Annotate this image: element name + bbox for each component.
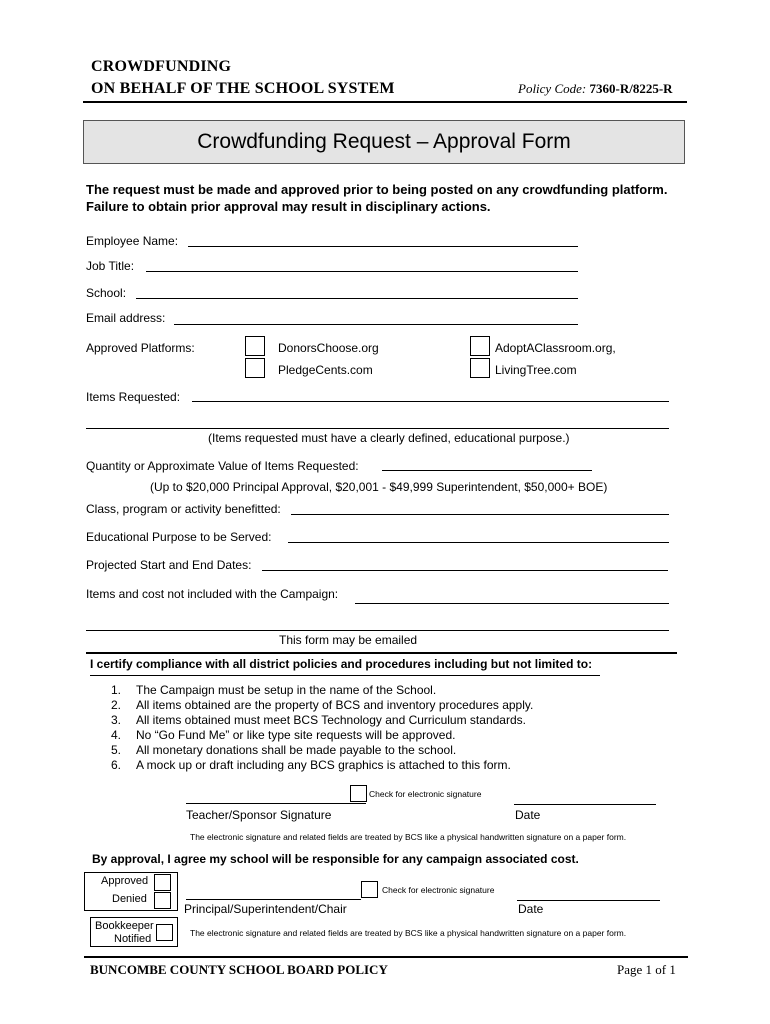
dates-label: Projected Start and End Dates: [86,558,252,572]
teacher-esignature-label: Check for electronic signature [369,789,482,799]
policy-code [518,81,673,97]
signature-disclaimer-1: The electronic signature and related fields are treated by BCS like a physical handwritten signature on a paper form. [190,832,627,842]
certify-underline [90,675,600,676]
donorschoose-checkbox[interactable] [245,336,265,356]
principal-esignature-label: Check for electronic signature [382,885,495,895]
section-divider [86,652,677,654]
list-item: 4. No “Go Fund Me” or like type site requests will be approved. [111,728,456,742]
platform-option-donorschoose: DonorsChoose.org [278,341,379,355]
list-item: 2. All items obtained are the property of BCS and inventory procedures apply. [111,698,534,712]
not-included-label: Items and cost not included with the Campaign: [86,587,339,601]
policy-code-value: 7360-R/8225-R [589,81,673,96]
not-included-field[interactable] [355,603,669,604]
teacher-signature-field[interactable] [186,803,366,804]
quantity-field[interactable] [382,470,592,471]
items-requested-label: Items Requested: [86,390,181,404]
intro-text: The request must be made and approved prior to being posted on any crowdfunding platform. Failure to obtain prior approval may result in disciplinary actions. [86,182,668,214]
principal-signature-label: Principal/Superintendent/Chair [184,902,347,916]
policy-code-label: Policy Code: [518,81,587,96]
list-item: 1. The Campaign must be setup in the name of the School. [111,683,437,697]
teacher-date-field[interactable] [514,804,656,805]
job-title-label: Job Title: [86,259,135,273]
educational-purpose-field[interactable] [288,542,669,543]
denied-label: Denied [112,893,147,905]
certify-list [111,683,533,773]
pledgecents-checkbox[interactable] [245,358,265,378]
approval-statement: By approval, I agree my school will be responsible for any campaign associated cost. [92,852,579,866]
quantity-label: Quantity or Approximate Value of Items Requested: [86,459,359,473]
teacher-signature-label: Teacher/Sponsor Signature [186,808,332,822]
form-title: Crowdfunding Request – Approval Form [83,120,685,164]
not-included-field-2[interactable] [86,630,669,631]
header-rule [83,101,687,103]
employee-name-label: Employee Name: [86,234,179,248]
bookkeeper-label: Bookkeeper [95,920,154,932]
platforms-label: Approved Platforms: [86,341,195,355]
items-requested-field-2[interactable] [86,428,669,429]
certify-heading: I certify compliance with all district policies and procedures including but not limited to: [90,657,593,671]
teacher-date-label: Date [515,808,541,822]
notified-checkbox[interactable] [156,924,173,941]
footer-rule [84,956,688,958]
teacher-esignature-checkbox[interactable] [350,785,367,802]
email-note: This form may be emailed [279,633,418,647]
header-line-1: CROWDFUNDING [91,58,232,75]
approved-checkbox[interactable] [154,874,171,891]
adoptaclassroom-checkbox[interactable] [470,336,490,356]
denied-checkbox[interactable] [154,892,171,909]
notified-label: Notified [114,933,152,945]
principal-signature-field[interactable] [186,899,361,900]
school-label: School: [86,286,127,300]
footer-page: Page 1 of 1 [617,962,676,977]
principal-esignature-checkbox[interactable] [361,881,378,898]
list-item: 3. All items obtained must meet BCS Technology and Curriculum standards. [111,713,526,727]
email-label: Email address: [86,311,166,325]
signature-disclaimer-2: The electronic signature and related fields are treated by BCS like a physical handwritten signature on a paper form. [190,928,627,938]
job-title-field[interactable] [146,271,578,272]
list-item: 5. All monetary donations shall be made payable to the school. [111,743,457,757]
items-note: (Items requested must have a clearly defined, educational purpose.) [208,431,570,445]
list-item: 6. A mock up or draft including any BCS graphics is attached to this form. [111,758,511,772]
platform-option-adoptaclassroom: AdoptAClassroom.org, [495,341,616,355]
school-field[interactable] [136,298,578,299]
email-field[interactable] [174,324,578,325]
approved-label: Approved [101,875,149,887]
educational-purpose-label: Educational Purpose to be Served: [86,530,272,544]
header-line-2: ON BEHALF OF THE SCHOOL SYSTEM [91,80,395,97]
items-requested-field[interactable] [192,401,669,402]
livingtree-checkbox[interactable] [470,358,490,378]
class-program-label: Class, program or activity benefitted: [86,502,281,516]
principal-date-label: Date [518,902,544,916]
platform-option-livingtree: LivingTree.com [495,363,577,377]
principal-date-field[interactable] [517,900,660,901]
platform-option-pledgecents: PledgeCents.com [278,363,373,377]
quantity-note: (Up to $20,000 Principal Approval, $20,001 - $49,999 Superintendent, $50,000+ BOE) [150,480,608,494]
footer-left: BUNCOMBE COUNTY SCHOOL BOARD POLICY [90,962,388,977]
employee-name-field[interactable] [188,246,578,247]
dates-field[interactable] [262,570,668,571]
class-program-field[interactable] [291,514,669,515]
